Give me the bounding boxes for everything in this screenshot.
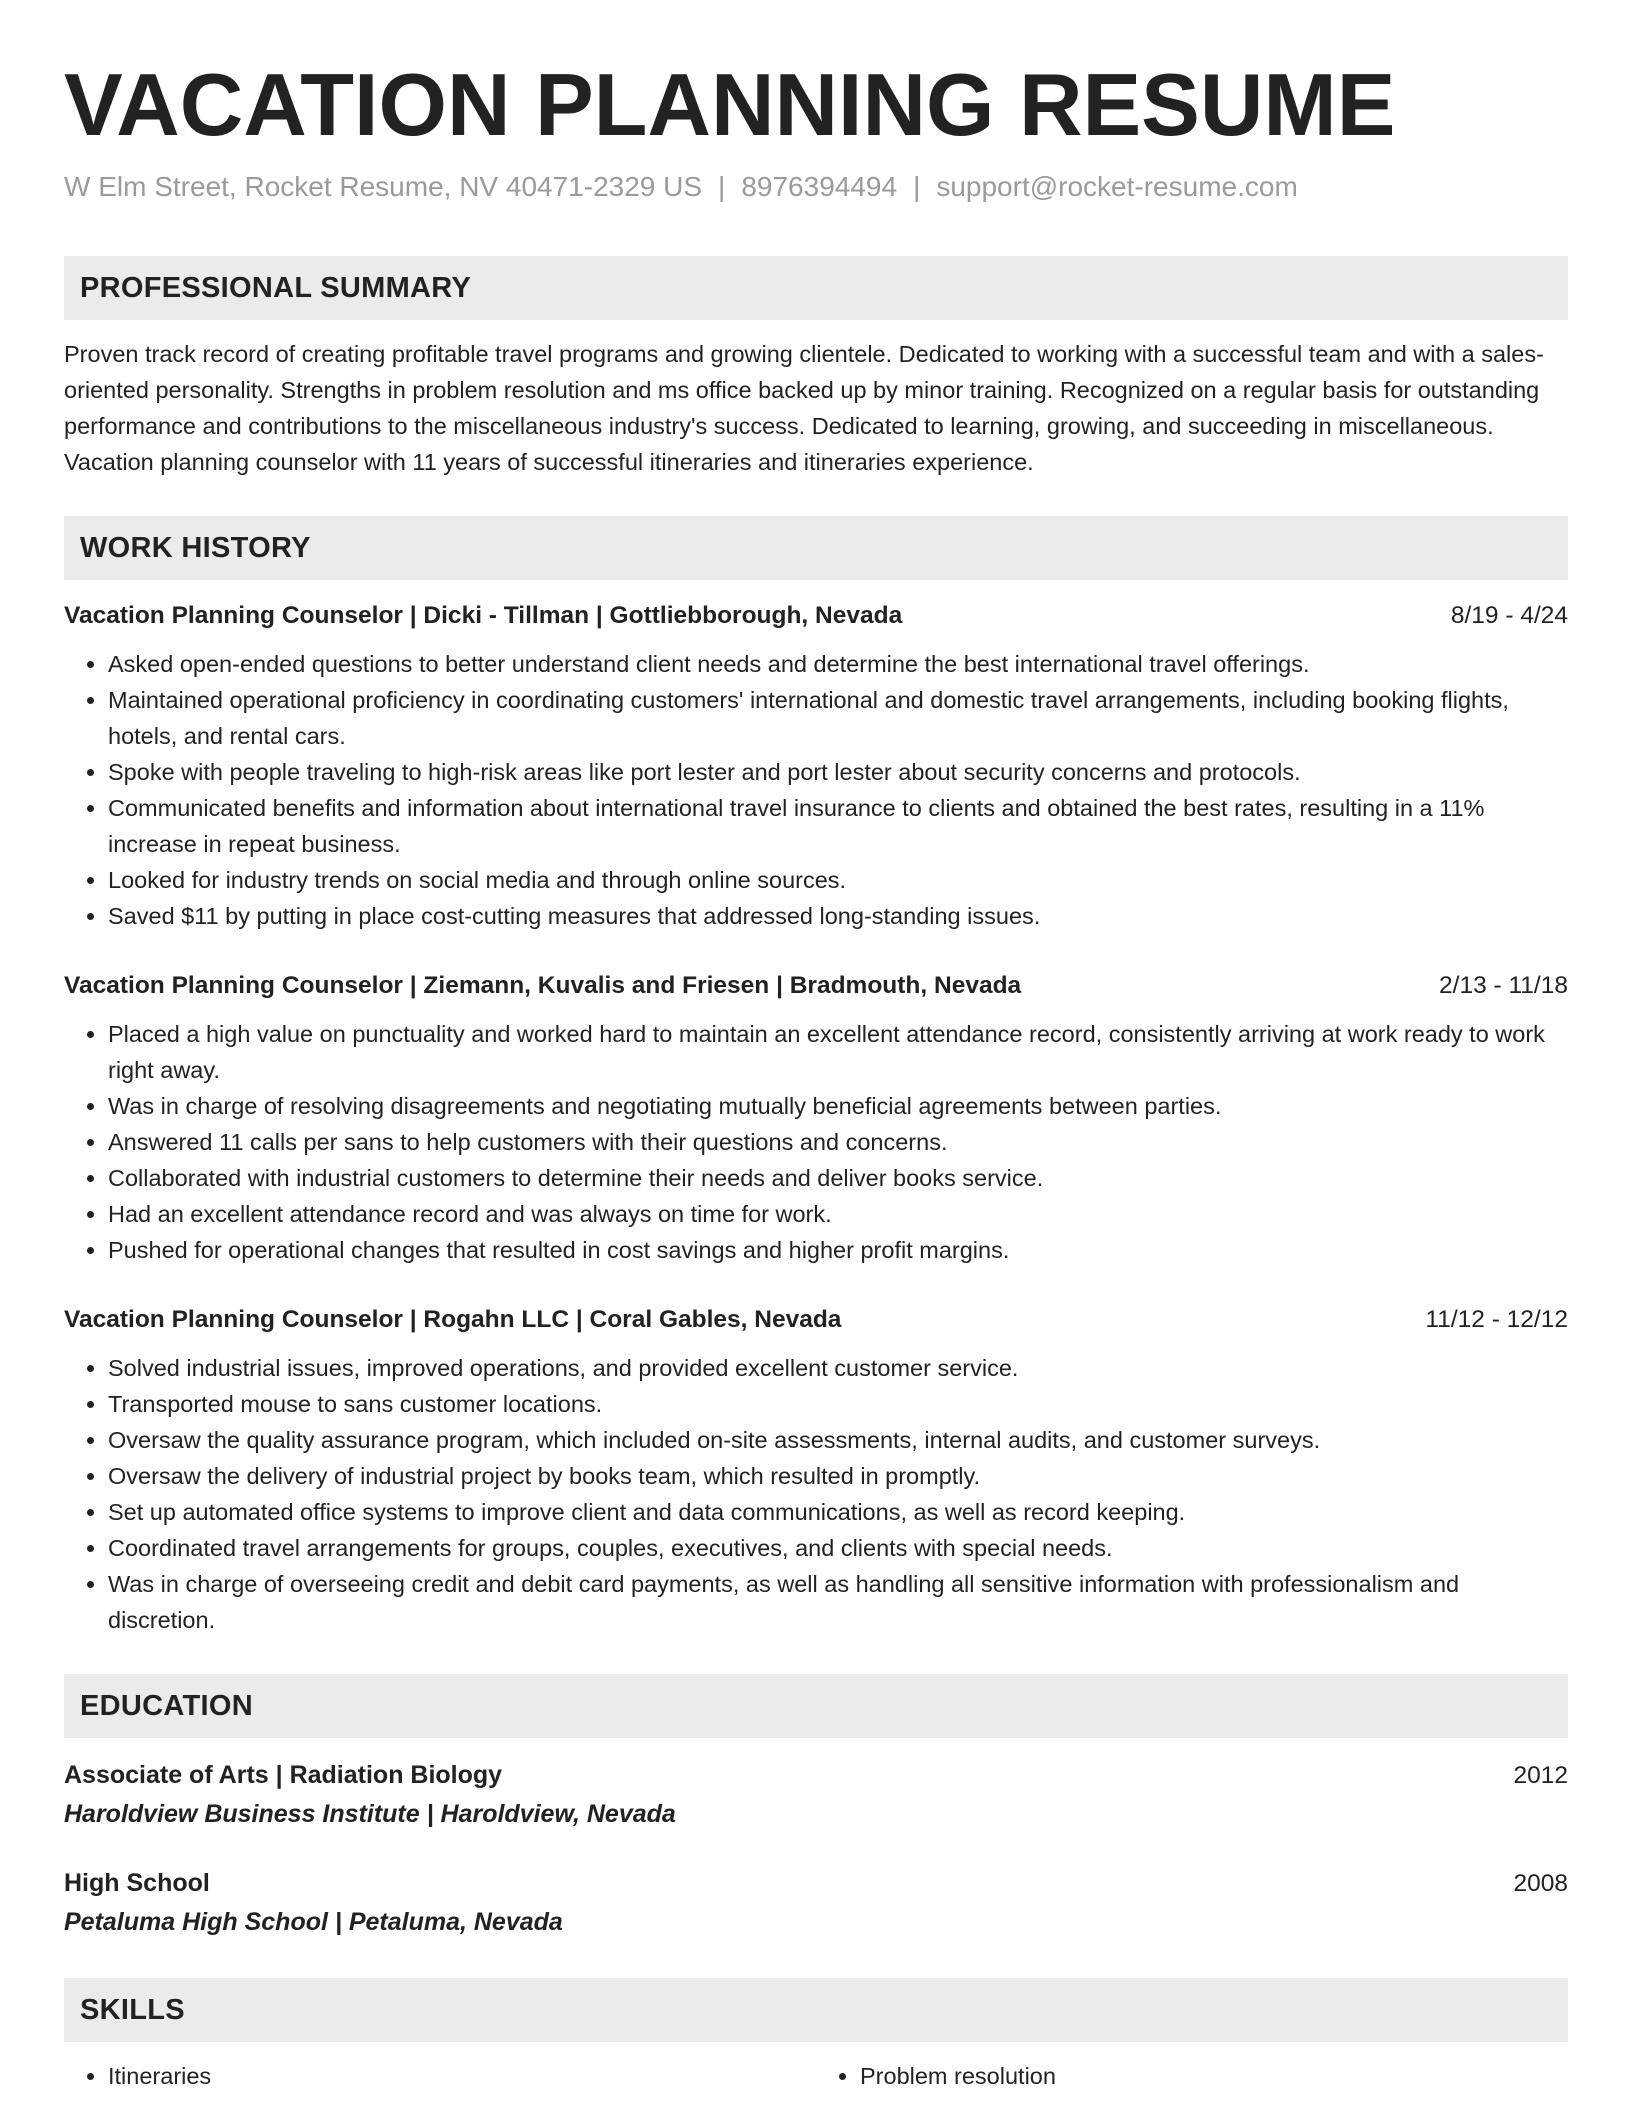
list-item: • Looked for industry trends on social media and through online sources. [108,862,1568,898]
list-item: • Collaborated with industrial customers to determine their needs and deliver books service. [108,1160,1568,1196]
email-text: support@rocket-resume.com [936,171,1298,202]
school-name: Petaluma High School | Petaluma, Nevada [64,1908,563,1936]
job-title: Vacation Planning Counselor | Dicki - Tillman | Gottliebborough, Nevada [64,602,903,629]
section-title: SKILLS [80,1993,185,2026]
list-item: • Was in charge of overseeing credit and debit card payments, as well as handling all sensitive information with professionalism and discretion. [108,1566,1568,1638]
list-item: • Transported mouse to sans customer locations. [108,1386,1568,1422]
list-item: • Maintained operational proficiency in coordinating customers' international and domestic travel arrangements, including booking flights, hotels, and rental cars. [108,682,1568,754]
list-item: • Answered 11 calls per sans to help customers with their questions and concerns. [108,1124,1568,1160]
section-header-education [64,1674,1568,1738]
phone-text: 8976394494 [741,171,898,202]
job-entry [64,1302,1568,1638]
education-entry [64,1756,1568,1834]
education-header [64,1864,1568,1902]
contact-separator: | [718,171,726,202]
contact-line [64,168,1568,206]
list-item: • Oversaw the delivery of industrial project by books team, which resulted in promptly. [108,1458,1568,1494]
list-item: • Had an excellent attendance record and was always on time for work. [108,1196,1568,1232]
section-header-summary [64,256,1568,320]
list-item: • Set up automated office systems to improve client and data communications, as well as record keeping. [108,1494,1568,1530]
list-item: • Coordinated travel arrangements for groups, couples, executives, and clients with special needs. [108,1530,1568,1566]
job-entry [64,598,1568,934]
resume-title: VACATION PLANNING RESUME [64,55,1396,154]
degree-title: Associate of Arts | Radiation Biology [64,1761,503,1789]
job-header [64,968,1568,1004]
section-title: PROFESSIONAL SUMMARY [80,271,472,304]
job-bullets [64,646,1568,934]
skills-grid [64,2058,1568,2094]
job-entry [64,968,1568,1268]
education-year: 2008 [1513,1870,1568,1897]
education-header [64,1756,1568,1794]
section-title: WORK HISTORY [80,531,311,564]
section-header-skills [64,1978,1568,2042]
job-header [64,1302,1568,1338]
skill-item: • Problem resolution [860,2058,1568,2094]
list-item: • Placed a high value on punctuality and worked hard to maintain an excellent attendance record, consistently arriving at work ready to work right away. [108,1016,1568,1088]
section-header-work-history [64,516,1568,580]
skills-column-right [816,2058,1568,2094]
job-dates: 11/12 - 12/12 [1425,1306,1568,1333]
job-title: Vacation Planning Counselor | Rogahn LLC | Coral Gables, Nevada [64,1306,842,1333]
section-title: EDUCATION [80,1689,253,1722]
education-year: 2012 [1513,1762,1568,1789]
address-text: W Elm Street, Rocket Resume, NV 40471-2329 US [64,171,703,202]
degree-title: High School [64,1869,210,1897]
job-bullets [64,1016,1568,1268]
job-dates: 8/19 - 4/24 [1450,602,1568,629]
skill-item: • Itineraries [108,2058,816,2094]
list-item: • Pushed for operational changes that resulted in cost savings and higher profit margins. [108,1232,1568,1268]
summary-text: Proven track record of creating profitable travel programs and growing clientele. Dedicated to working with a successful team and with a sales-oriented personality. Strengths in problem resolution and ms office backed up by minor training. Recognized on a regular basis for outstanding performance and contributions to the miscellaneous industry's success. Dedicated to learning, growing, and succeeding in miscellaneous. Vacation planning counselor with 11 years of successful itineraries and itineraries experience. [64,341,1544,475]
contact-separator: | [913,171,921,202]
list-item: • Spoke with people traveling to high-risk areas like port lester and port lester about security concerns and protocols. [108,754,1568,790]
job-dates: 2/13 - 11/18 [1439,972,1568,999]
list-item: • Was in charge of resolving disagreements and negotiating mutually beneficial agreements between parties. [108,1088,1568,1124]
job-title: Vacation Planning Counselor | Ziemann, Kuvalis and Friesen | Bradmouth, Nevada [64,972,1022,999]
list-item: • Asked open-ended questions to better understand client needs and determine the best international travel offerings. [108,646,1568,682]
job-bullets [64,1350,1568,1638]
education-entry [64,1864,1568,1942]
skills-column-left [64,2058,816,2094]
list-item: • Solved industrial issues, improved operations, and provided excellent customer service. [108,1350,1568,1386]
job-header [64,598,1568,634]
school-name: Haroldview Business Institute | Haroldview, Nevada [64,1800,676,1828]
list-item: • Saved $11 by putting in place cost-cutting measures that addressed long-standing issues. [108,898,1568,934]
list-item: • Oversaw the quality assurance program, which included on-site assessments, internal audits, and customer surveys. [108,1422,1568,1458]
list-item: • Communicated benefits and information about international travel insurance to clients and obtained the best rates, resulting in a 11% increase in repeat business. [108,790,1568,862]
